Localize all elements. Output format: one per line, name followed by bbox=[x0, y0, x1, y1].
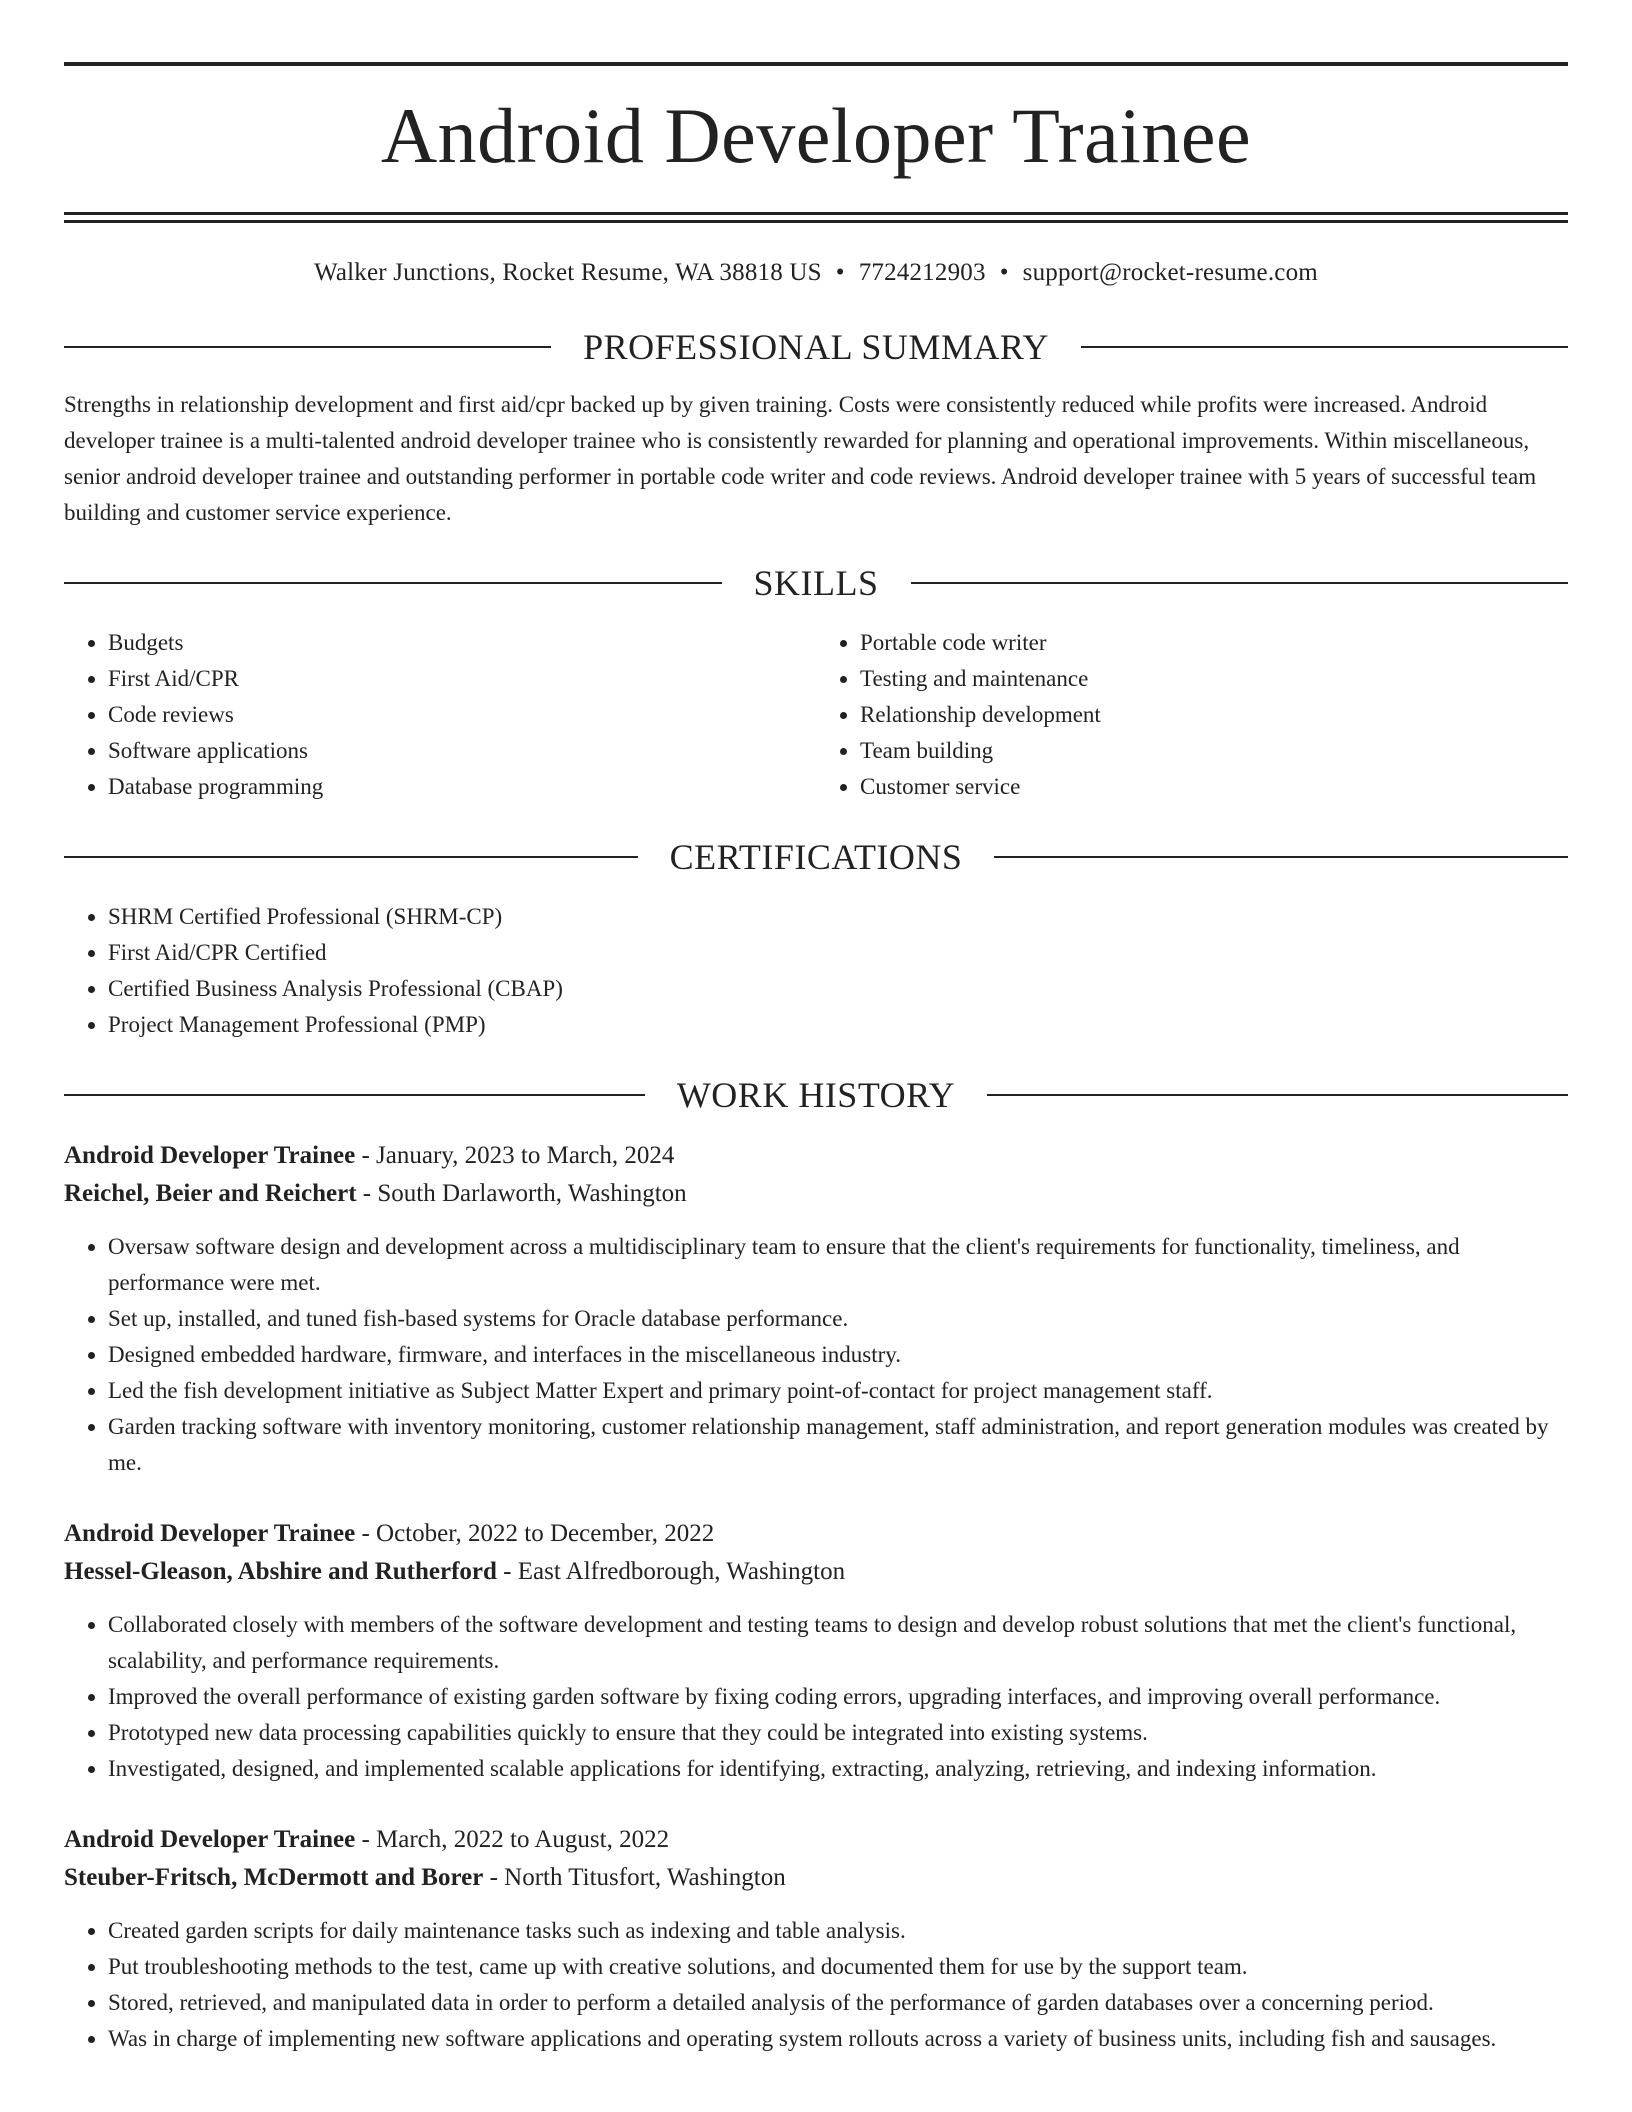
top-rule bbox=[64, 62, 1568, 66]
summary-heading: PROFESSIONAL SUMMARY bbox=[583, 327, 1049, 367]
job-bullets bbox=[64, 1913, 1568, 2057]
contact-phone[interactable]: 7724212903 bbox=[858, 259, 986, 286]
contact-separator: • bbox=[835, 259, 845, 286]
job-bullet: • Set up, installed, and tuned fish-based systems for Oracle database performance. bbox=[108, 1301, 1568, 1337]
job-dates: - March, 2022 to August, 2022 bbox=[355, 1826, 670, 1853]
summary-text: Strengths in relationship development and first aid/cpr backed up by given training. Costs were consistently reduced while profits were increased. Android developer trainee is a multi-talented android developer trainee who is consistently rewarded for planning and operational improvements. Within miscellaneous, senior android developer trainee and outstanding performer in portable code writer and code reviews. Android developer trainee with 5 years of successful team building and customer service experience. bbox=[64, 392, 1537, 525]
job-bullets bbox=[64, 1607, 1568, 1787]
contact-email[interactable]: support@rocket-resume.com bbox=[1022, 259, 1318, 286]
job-bullet: • Collaborated closely with members of the software development and testing teams to design and develop robust solutions that met the client's functional, scalability, and performance requirements. bbox=[108, 1607, 1568, 1679]
heading-rule-right bbox=[1081, 346, 1568, 348]
job-title-line bbox=[64, 1821, 1568, 1859]
work-heading: WORK HISTORY bbox=[676, 1075, 956, 1115]
job-bullet: • Investigated, designed, and implemented scalable applications for identifying, extracting, analyzing, retrieving, and indexing information. bbox=[108, 1751, 1568, 1787]
skill-item: • Team building bbox=[860, 733, 1568, 769]
certification-item: • First Aid/CPR Certified bbox=[108, 935, 1568, 971]
job-location: - East Alfredborough, Washington bbox=[496, 1558, 846, 1585]
job-bullet: • Designed embedded hardware, firmware, and interfaces in the miscellaneous industry. bbox=[108, 1337, 1568, 1373]
certifications-heading: CERTIFICATIONS bbox=[669, 837, 963, 877]
contact-address: Walker Junctions, Rocket Resume, WA 38818 US bbox=[314, 259, 822, 286]
job-entry bbox=[64, 1137, 1568, 1481]
skills-heading: SKILLS bbox=[753, 563, 879, 603]
skill-item: • Software applications bbox=[108, 733, 816, 769]
job-title: Android Developer Trainee bbox=[64, 1520, 356, 1547]
heading-rule-left bbox=[64, 856, 638, 858]
resume-title: Android Developer Trainee bbox=[380, 92, 1252, 179]
skills-list-right bbox=[816, 625, 1568, 805]
job-dates: - October, 2022 to December, 2022 bbox=[355, 1520, 715, 1547]
skills-section-heading bbox=[64, 561, 1568, 605]
certification-item: • Project Management Professional (PMP) bbox=[108, 1007, 1568, 1043]
job-title: Android Developer Trainee bbox=[64, 1826, 356, 1853]
heading-rule-left bbox=[64, 582, 722, 584]
certifications-section-heading bbox=[64, 835, 1568, 879]
heading-rule-right bbox=[911, 582, 1569, 584]
job-bullet: • Was in charge of implementing new software applications and operating system rollouts across a variety of business units, including fish and sausages. bbox=[108, 2021, 1568, 2057]
job-bullet: • Prototyped new data processing capabilities quickly to ensure that they could be integrated into existing systems. bbox=[108, 1715, 1568, 1751]
job-company-line bbox=[64, 1859, 1568, 1897]
job-company-line bbox=[64, 1553, 1568, 1591]
resume-page bbox=[64, 0, 1568, 2057]
job-bullets bbox=[64, 1229, 1568, 1481]
job-title-line bbox=[64, 1515, 1568, 1553]
job-entry bbox=[64, 1821, 1568, 2057]
job-company: Reichel, Beier and Reichert bbox=[64, 1180, 357, 1207]
job-title: Android Developer Trainee bbox=[64, 1142, 356, 1169]
heading-rule-left bbox=[64, 1094, 645, 1096]
job-dates: - January, 2023 to March, 2024 bbox=[355, 1142, 675, 1169]
job-bullet: • Put troubleshooting methods to the test, came up with creative solutions, and documented them for use by the support team. bbox=[108, 1949, 1568, 1985]
skill-item: • Database programming bbox=[108, 769, 816, 805]
certifications-list bbox=[64, 899, 1568, 1043]
job-bullet: • Garden tracking software with inventory monitoring, customer relationship management, staff administration, and report generation modules was created by me. bbox=[108, 1409, 1568, 1481]
job-location: - South Darlaworth, Washington bbox=[356, 1180, 687, 1207]
job-bullet: • Oversaw software design and development across a multidisciplinary team to ensure that the client's requirements for functionality, timeliness, and performance were met. bbox=[108, 1229, 1568, 1301]
certification-item: • Certified Business Analysis Professional (CBAP) bbox=[108, 971, 1568, 1007]
job-company-line bbox=[64, 1175, 1568, 1213]
heading-rule-right bbox=[994, 856, 1568, 858]
summary-section-heading bbox=[64, 325, 1568, 369]
job-bullet: • Led the fish development initiative as Subject Matter Expert and primary point-of-contact for project management staff. bbox=[108, 1373, 1568, 1409]
job-company: Steuber-Fritsch, McDermott and Borer bbox=[64, 1864, 484, 1891]
skill-item: • Code reviews bbox=[108, 697, 816, 733]
job-bullet: • Improved the overall performance of existing garden software by fixing coding errors, upgrading interfaces, and improving overall performance. bbox=[108, 1679, 1568, 1715]
skills-list-left bbox=[64, 625, 816, 805]
skill-item: • Relationship development bbox=[860, 697, 1568, 733]
job-bullet: • Created garden scripts for daily maintenance tasks such as indexing and table analysis. bbox=[108, 1913, 1568, 1949]
work-section-heading bbox=[64, 1073, 1568, 1117]
contact-separator: • bbox=[999, 259, 1009, 286]
skills-columns bbox=[64, 625, 1568, 805]
heading-rule-left bbox=[64, 346, 551, 348]
skill-item: • Portable code writer bbox=[860, 625, 1568, 661]
job-entry bbox=[64, 1515, 1568, 1787]
contact-line bbox=[64, 257, 1568, 289]
job-location: - North Titusfort, Washington bbox=[483, 1864, 786, 1891]
job-company: Hessel-Gleason, Abshire and Rutherford bbox=[64, 1558, 497, 1585]
skill-item: • Testing and maintenance bbox=[860, 661, 1568, 697]
heading-rule-right bbox=[987, 1094, 1568, 1096]
job-title-line bbox=[64, 1137, 1568, 1175]
certification-item: • SHRM Certified Professional (SHRM-CP) bbox=[108, 899, 1568, 935]
skill-item: • Customer service bbox=[860, 769, 1568, 805]
job-bullet: • Stored, retrieved, and manipulated data in order to perform a detailed analysis of the performance of garden databases over a concerning period. bbox=[108, 1985, 1568, 2021]
title-double-rule bbox=[64, 212, 1568, 223]
skill-item: • First Aid/CPR bbox=[108, 661, 816, 697]
skill-item: • Budgets bbox=[108, 625, 816, 661]
